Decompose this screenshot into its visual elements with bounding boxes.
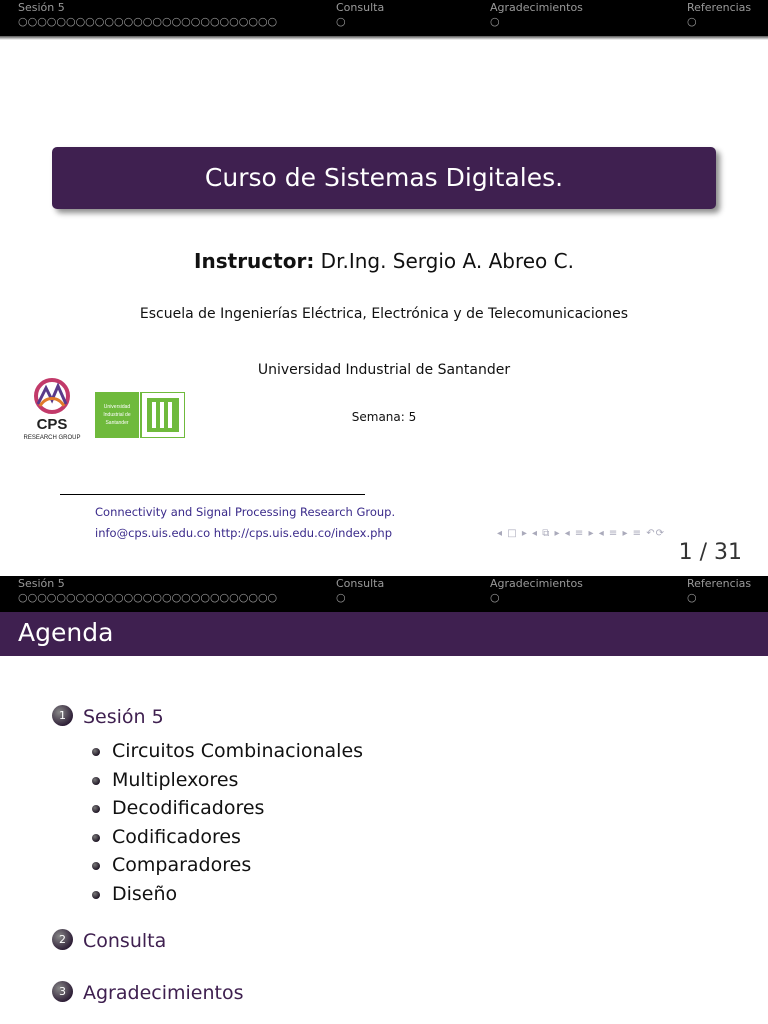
week-label: Semana: 5 (351, 410, 417, 424)
section-navbar (0, 576, 768, 612)
nav-section-dots[interactable]: ○ (336, 591, 346, 604)
uis-university-logo (95, 392, 185, 438)
beamer-navigation-controls[interactable]: ◂ □ ▸ ◂ ⧉ ▸ ◂ ≡ ▸ ◂ ≡ ▸ ≡ ↶⟳ (497, 528, 665, 539)
nav-section-dots[interactable]: ○ (490, 15, 500, 28)
footnote-group-name: Connectivity and Signal Processing Research Group. (95, 505, 396, 519)
frame-title-bar (0, 612, 768, 656)
nav-section-sesion-5[interactable] (18, 1, 277, 29)
nav-section-label: Consulta (336, 577, 385, 590)
bullet-icon (92, 891, 100, 899)
footnote-rule (60, 494, 365, 495)
nav-section-consulta[interactable] (336, 577, 384, 605)
nav-section-dots[interactable]: ○ (687, 15, 697, 28)
nav-section-consulta[interactable] (336, 1, 384, 29)
section-number-ball: 2 (52, 929, 73, 950)
toc-section-1[interactable] (52, 706, 164, 728)
toc-subsection-label[interactable]: Diseño (112, 882, 178, 905)
toc-subsection-label[interactable]: Multiplexores (112, 768, 239, 791)
nav-section-label: Agradecimientos (490, 1, 583, 14)
toc-subsection-label[interactable]: Circuitos Combinacionales (112, 740, 364, 762)
toc-subsection-item[interactable] (88, 737, 363, 766)
toc-subsection-label[interactable]: Comparadores (112, 854, 252, 877)
nav-section-referencias[interactable] (687, 577, 751, 605)
title-box (52, 147, 716, 209)
nav-section-label: Sesión 5 (18, 577, 65, 590)
nav-section-label: Sesión 5 (18, 1, 65, 14)
uis-logo-line-3: Santander (105, 420, 129, 426)
footnote-contact-link[interactable]: info@cps.uis.edu.co http://cps.uis.edu.co/index.php (95, 526, 392, 540)
nav-section-label: Referencias (687, 1, 752, 14)
section-number-ball: 3 (52, 981, 73, 1002)
navbar-shadow (0, 36, 768, 40)
nav-section-agradecimientos[interactable] (490, 1, 583, 29)
bullet-icon (92, 862, 100, 870)
nav-section-label: Referencias (687, 577, 752, 590)
toc-section-2[interactable] (52, 930, 166, 952)
section-number-ball: 1 (52, 705, 73, 726)
toc-subsection-item[interactable] (88, 794, 363, 823)
instructor-label: Instructor: (194, 249, 315, 273)
nav-section-dots[interactable]: ○ (336, 15, 346, 28)
toc-subsection-label[interactable]: Codificadores (112, 825, 241, 848)
frame-title: Agenda (18, 618, 114, 647)
toc-subsection-item[interactable] (88, 823, 363, 852)
nav-section-sesion-5[interactable] (18, 577, 277, 605)
bullet-icon (92, 834, 100, 842)
university-name: Universidad Industrial de Santander (257, 362, 511, 378)
nav-section-dots[interactable]: ○○○○○○○○○○○○○○○○○○○○○○○○○○○ (18, 15, 278, 28)
school-name: Escuela de Ingenierías Eléctrica, Electrónica y de Telecomunicaciones (139, 306, 629, 322)
nav-section-dots[interactable]: ○ (490, 591, 500, 604)
bullet-icon (92, 748, 100, 756)
bullet-icon (92, 805, 100, 813)
toc-subsection-item[interactable] (88, 851, 363, 880)
section-navbar (0, 0, 768, 36)
nav-section-dots[interactable]: ○ (687, 591, 697, 604)
toc-subsection-label[interactable]: Decodificadores (112, 797, 265, 820)
instructor-line (0, 249, 768, 273)
cps-logo-text: CPS (36, 416, 68, 433)
nav-section-dots[interactable]: ○○○○○○○○○○○○○○○○○○○○○○○○○○○ (18, 591, 278, 604)
cps-research-group-logo (22, 378, 82, 442)
uis-logo-line-1: Universidad (103, 404, 131, 410)
instructor-name: Dr.Ing. Sergio A. Abreo C. (320, 249, 574, 273)
toc-subsection-item[interactable] (88, 880, 363, 909)
toc-section-3[interactable] (52, 982, 243, 1004)
nav-section-referencias[interactable] (687, 1, 751, 29)
course-title: Curso de Sistemas Digitales. (204, 163, 564, 192)
toc-subsection-list (88, 737, 363, 909)
agenda-slide (0, 576, 768, 1024)
cps-logo-subtext: RESEARCH GROUP (23, 435, 81, 441)
toc-section-label[interactable]: Agradecimientos (83, 982, 244, 1004)
toc-section-label[interactable]: Sesión 5 (83, 706, 164, 728)
nav-section-agradecimientos[interactable] (490, 577, 583, 605)
bullet-icon (92, 777, 100, 785)
nav-section-label: Consulta (336, 1, 385, 14)
toc-section-label[interactable]: Consulta (83, 930, 167, 952)
page-number: 1 / 31 (678, 540, 742, 565)
toc-subsection-item[interactable] (88, 766, 363, 795)
nav-section-label: Agradecimientos (490, 577, 583, 590)
uis-logo-line-2: Industrial de (103, 412, 131, 418)
